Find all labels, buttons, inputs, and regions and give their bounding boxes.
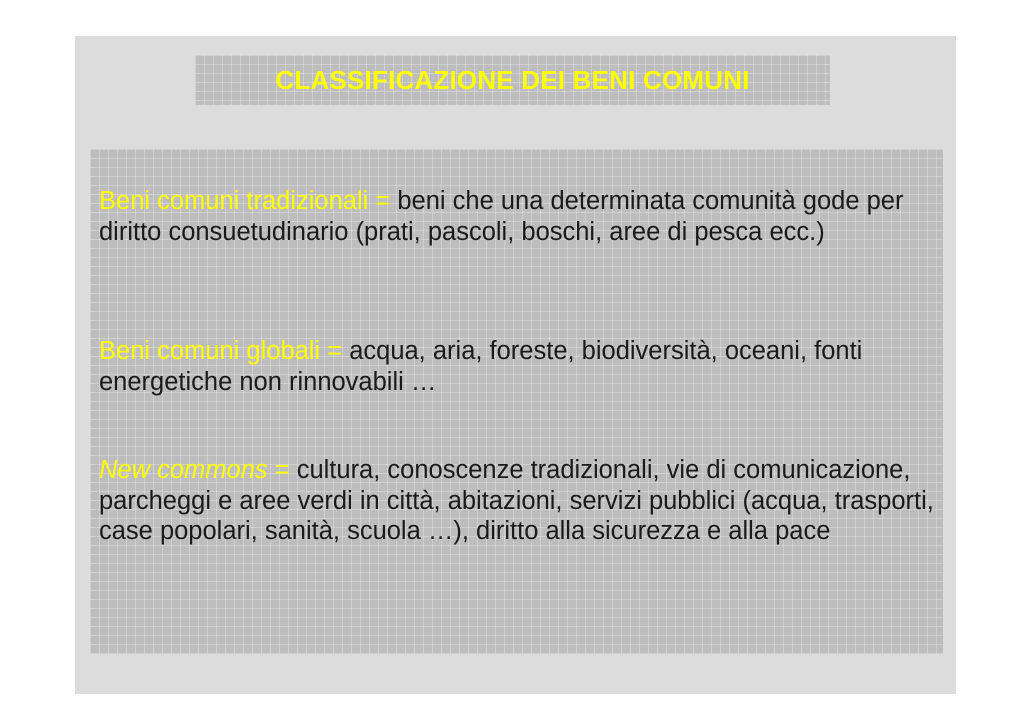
section-definition: cultura, conoscenze tradizionali, vie di comunicazione, parcheggi e aree verdi in città, abitazioni, servizi pubblici (acqua, trasporti, case popolari, sanità, scuola …), diritto alla sicurezza e alla pace (99, 456, 934, 545)
section-global-commons (99, 336, 939, 397)
content-panel (90, 149, 943, 654)
section-separator: = (368, 187, 398, 215)
section-definition: beni che una determinata comunità gode per diritto consuetudinario (prati, pascoli, boschi, aree di pesca ecc.) (99, 187, 904, 246)
section-new-commons (99, 455, 939, 547)
section-term: Beni comuni tradizionali (99, 187, 369, 215)
section-term: Beni comuni globali (99, 337, 321, 365)
section-separator: = (267, 456, 297, 484)
title-banner (195, 55, 830, 105)
section-traditional-commons (99, 186, 939, 247)
section-definition: acqua, aria, foreste, biodiversità, oceani, fonti energetiche non rinnovabili … (99, 337, 863, 396)
slide (75, 36, 956, 694)
section-term: New commons (99, 456, 268, 484)
section-separator: = (320, 337, 350, 365)
slide-title: CLASSIFICAZIONE DEI BENI COMUNI (275, 64, 750, 95)
